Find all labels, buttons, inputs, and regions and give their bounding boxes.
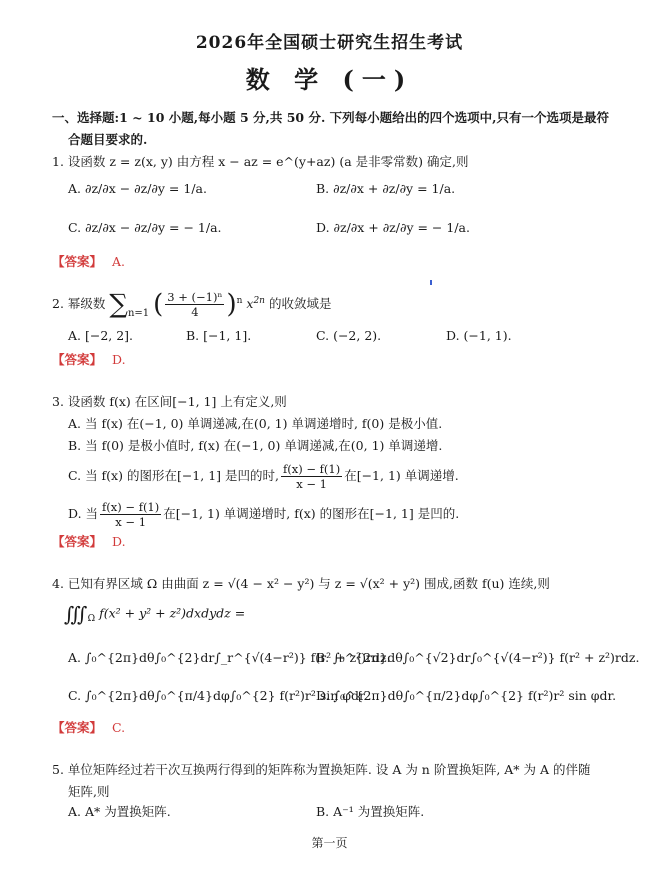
page-footer: 第一页 (311, 836, 348, 850)
answer-label: 【答案】 (52, 720, 103, 735)
q3-option-d-post: 在[−1, 1) 单调递增时, f(x) 的图形在[−1, 1] 是凹的. (163, 506, 460, 521)
paren-open: ( (153, 289, 164, 320)
q3-c-fraction (281, 462, 342, 491)
subject-title: 数 学 (一) (245, 65, 414, 94)
q4-stem: 4. 已知有界区域 Ω 由曲面 z = √(4 − x² − y²) 与 z = √(x² + y²) 围成,函数 f(u) 连续,则 (52, 576, 550, 591)
q3-stem: 3. 设函数 f(x) 在区间[−1, 1] 上有定义,则 (52, 394, 287, 409)
q4-option-a: A. ∫₀^{2π}dθ∫₀^{2}dr∫_r^{√(4−r²)} f(r² + z²)rdz. (68, 650, 391, 665)
q5-stem-line1: 5. 单位矩阵经过若干次互换两行得到的矩阵称为置换矩阵. 设 A 为 n 阶置换矩阵, A* 为 A 的伴随 (52, 762, 591, 777)
q3-d-fraction (100, 500, 161, 529)
q3-d-frac-num: f(x) − f(1) (102, 500, 160, 514)
q3-c-frac-num: f(x) − f(1) (282, 462, 341, 476)
q4-option-d: D. ∫₀^{2π}dθ∫₀^{π/2}dφ∫₀^{2} f(r²)r² sin φdr. (316, 688, 617, 703)
q2-stem (52, 290, 331, 319)
q4-answer (52, 718, 125, 736)
exam-title: 2026年全国硕士研究生招生考试 (195, 33, 464, 53)
sigma-lower: n=1 (127, 308, 150, 319)
q2-power: $x^{2n}$ (246, 295, 265, 311)
q3-option-c-pre: C. 当 f(x) 的图形在[−1, 1] 是凹的时, (68, 468, 279, 483)
q4-answer-value: C. (112, 720, 126, 735)
q3-option-d-pre: D. 当 (68, 506, 99, 521)
q1-option-a: A. ∂z/∂x − ∂z/∂y = 1/a. (68, 181, 207, 196)
q2-fraction (165, 290, 224, 319)
q1-option-d: D. ∂z/∂x + ∂z/∂y = − 1/a. (316, 220, 470, 235)
q2-frac-den: 4 (191, 305, 199, 319)
q3-c-frac-den: x − 1 (296, 477, 327, 491)
section-heading (52, 112, 609, 125)
q5-option-b: B. A⁻¹ 为置换矩阵. (316, 804, 425, 819)
q3-option-a: A. 当 f(x) 在(−1, 0) 单调递减,在(0, 1) 单调递增时, f(0) 是极小值. (68, 416, 443, 431)
q4-integral (64, 604, 245, 624)
q2-frac-num: 3 + (−1)ⁿ (167, 290, 223, 304)
q1-stem: 1. 设函数 z = z(x, y) 由方程 x − az = e^(y+az) (a 是非零常数) 确定,则 (52, 154, 469, 169)
section-desc-line2: 合题目要求的. (68, 132, 148, 147)
answer-label: 【答案】 (52, 534, 103, 549)
q1-answer (52, 252, 125, 270)
q2-answer (52, 350, 126, 368)
q5-stem-line2: 矩阵,则 (68, 784, 110, 799)
q1-option-b: B. ∂z/∂x + ∂z/∂y = 1/a. (316, 181, 456, 196)
q2-option-c: C. (−2, 2). (316, 328, 382, 343)
q4-option-c: C. ∫₀^{2π}dθ∫₀^{π/4}dφ∫₀^{2} f(r²)r² sin φdr. (68, 688, 368, 703)
q1-option-c: C. ∂z/∂x − ∂z/∂y = − 1/a. (68, 220, 222, 235)
q2-option-d: D. (−1, 1). (446, 328, 512, 343)
q3-d-frac-den: x − 1 (115, 515, 147, 529)
q2-stem-suffix: 的收敛域是 (268, 296, 332, 311)
q3-option-b: B. 当 f(0) 是极小值时, f(x) 在(−1, 0) 单调递减,在(0, 1) 单调递增. (68, 438, 443, 453)
q3-option-d (68, 500, 459, 529)
q2-option-a: A. [−2, 2]. (68, 328, 134, 343)
answer-label: 【答案】 (52, 254, 103, 269)
q4-option-b: B. ∫₀^{2π}dθ∫₀^{√2}dr∫₀^{√(4−r²)} f(r² + z²)rdz. (316, 650, 640, 665)
q4-integrand: f(x² + y² + z²)dxdydz = (99, 605, 246, 621)
q5-option-a: A. A* 为置换矩阵. (68, 804, 171, 819)
ink-speck (430, 280, 432, 285)
q3-option-c (68, 462, 459, 491)
omega-subscript: Ω (87, 614, 96, 624)
q2-answer-value: D. (112, 352, 126, 367)
triple-integral-symbol: ∭ (64, 602, 88, 626)
section-label: 一、选择题: (52, 110, 120, 125)
q3-answer (52, 532, 126, 550)
sigma-symbol: ∑ (109, 289, 128, 320)
q3-answer-value: D. (112, 534, 126, 549)
answer-label: 【答案】 (52, 352, 103, 367)
q2-stem-prefix: 2. 幂级数 (52, 296, 106, 311)
q2-exp-n: n (236, 295, 243, 306)
q3-option-c-post: 在[−1, 1) 单调递增. (344, 468, 459, 483)
section-desc: 1 ~ 10 小题,每小题 5 分,共 50 分. 下列每小题给出的四个选项中,只有一个选项是最符 (119, 110, 610, 125)
q2-option-b: B. [−1, 1]. (186, 328, 252, 343)
q1-answer-value: A. (112, 254, 126, 269)
paren-close: ) (226, 289, 237, 320)
